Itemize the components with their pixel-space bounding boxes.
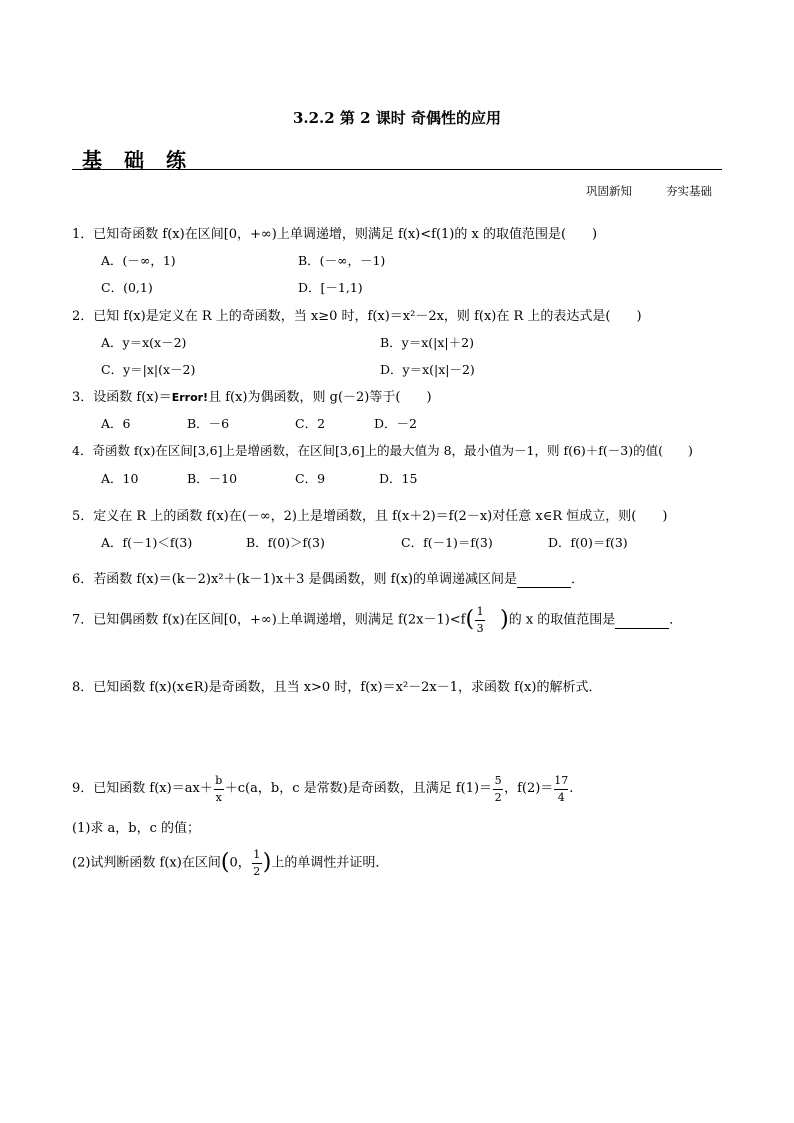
question-2-option-c: C．y＝|x|(x－2) [101, 362, 196, 377]
question-2-option-a: A．y＝x(x－2) [101, 335, 187, 350]
fraction-one-half [251, 847, 263, 879]
question-3-option-b: B．－6 [187, 416, 230, 431]
question-9-text-4: . [569, 781, 574, 796]
fraction-bar [554, 789, 568, 790]
header-divider [72, 169, 722, 170]
numerator: 1 [253, 848, 261, 861]
question-9-text-2: ＋c(a，b，c 是常数)是奇函数，且满足 f(1)＝ [224, 781, 493, 796]
right-paren: ) [262, 850, 272, 875]
question-7-stem [72, 603, 682, 638]
fraction-bar [214, 789, 224, 790]
question-5-option-b: B．f(0)＞f(3) [246, 535, 325, 550]
question-7-end: ． [669, 612, 683, 628]
question-2-option-b: B．y＝x(|x|＋2) [380, 335, 474, 350]
section-heading: 基础练 [82, 148, 208, 172]
interval-start: 0， [229, 855, 251, 871]
question-9-part-2 [72, 845, 388, 882]
numerator: 1 [476, 605, 484, 618]
question-7-text: 7．已知偶函数 f(x)在区间[0，+∞)上单调递增，则满足 f(2x－1)<f [72, 612, 466, 628]
question-5-option-d: D．f(0)＝f(3) [548, 535, 628, 550]
question-5-option-a: A．f(－1)＜f(3) [101, 535, 193, 550]
denominator: 2 [494, 790, 502, 804]
question-1-stem: 1．已知奇函数 f(x)在区间[0，+∞)上单调递增，则满足 f(x)<f(1)的 x 的取值范围是( ) [72, 227, 598, 242]
question-6-end: ． [570, 572, 584, 587]
question-9-text-3: ，f(2)＝ [504, 781, 554, 796]
denominator: x [215, 790, 222, 804]
numerator: 5 [494, 773, 502, 787]
fraction-b-over-x [213, 773, 225, 805]
denominator: 4 [557, 790, 565, 804]
question-3-stem-start: 3．设函数 f(x)＝ [72, 390, 172, 405]
question-9-part-1: (1)求 a，b，c 的值； [72, 821, 201, 836]
question-1-option-a: A．(－∞，1) [101, 253, 176, 268]
answer-blank [517, 572, 571, 588]
left-paren: ( [220, 850, 230, 875]
question-1-option-d: D．[－1,1) [298, 280, 363, 295]
question-2-option-d: D．y＝x(|x|－2) [380, 362, 475, 377]
denominator: 3 [476, 622, 484, 635]
question-5-stem: 5．定义在 R 上的函数 f(x)在(－∞，2)上是增函数，且 f(x＋2)＝f(2－x)对任意 x∈R 恒成立，则( ) [72, 509, 668, 524]
sub-heading-left: 巩固新知 [586, 184, 632, 198]
question-1-option-b: B．(－∞，－1) [298, 253, 386, 268]
fraction-five-halves [492, 773, 504, 805]
question-4-option-a: A．10 [101, 471, 139, 486]
right-paren: ) [500, 607, 509, 632]
question-9-stem [72, 771, 573, 807]
question-9-text-1: 9．已知函数 f(x)＝ax＋ [72, 781, 213, 796]
numerator: b [215, 773, 223, 787]
question-4-option-c: C．9 [295, 471, 326, 486]
question-7-text-end: 的 x 的取值范围是 [508, 612, 616, 628]
denominator: 2 [253, 865, 261, 878]
answer-blank [615, 614, 669, 629]
left-paren: ( [465, 607, 475, 632]
question-3-stem-end: 且 f(x)为偶函数，则 g(－2)等于( ) [208, 390, 432, 405]
question-3-option-c: C．2 [295, 416, 326, 431]
question-6-stem [72, 568, 584, 588]
question-3-option-d: D．－2 [374, 416, 417, 431]
fraction-bar [475, 620, 485, 621]
fraction-bar [493, 789, 503, 790]
question-4-option-b: B．－10 [187, 471, 238, 486]
question-6-text: 6．若函数 f(x)＝(k－2)x²＋(k－1)x＋3 是偶函数，则 f(x)的单调递减区间是 [72, 572, 517, 587]
question-4-stem: 4．奇函数 f(x)在区间[3,6]上是增函数，在区间[3,6]上的最大值为 8，最小值为－1，则 f(6)＋f(－3)的值( ) [72, 443, 693, 458]
sub-heading-right: 夯实基础 [666, 184, 712, 198]
question-5-option-c: C．f(－1)＝f(3) [401, 535, 493, 550]
numerator: 17 [554, 773, 569, 787]
fraction-one-third [474, 604, 486, 636]
question-9-part-2-text: (2)试判断函数 f(x)在区间 [72, 855, 221, 871]
fraction-seventeen-quarters [553, 773, 569, 805]
question-4-option-d: D．15 [379, 471, 418, 486]
fraction-bar [252, 863, 262, 864]
question-3-stem [72, 386, 432, 405]
question-9-part-2-end: 上的单调性并证明． [271, 855, 389, 871]
question-3-option-a: A．6 [101, 416, 131, 431]
page-title: 3.2.2 第 2 课时 奇偶性的应用 [292, 109, 502, 127]
question-8-stem: 8．已知函数 f(x)(x∈R)是奇函数，且当 x>0 时，f(x)＝x²－2x－1，求函数 f(x)的解析式． [72, 680, 602, 695]
question-2-stem: 2．已知 f(x)是定义在 R 上的奇函数，当 x≥0 时，f(x)＝x²－2x，则 f(x)在 R 上的表达式是( ) [72, 309, 642, 324]
error-marker: Error! [171, 391, 209, 404]
question-1-option-c: C．(0,1) [101, 280, 153, 295]
